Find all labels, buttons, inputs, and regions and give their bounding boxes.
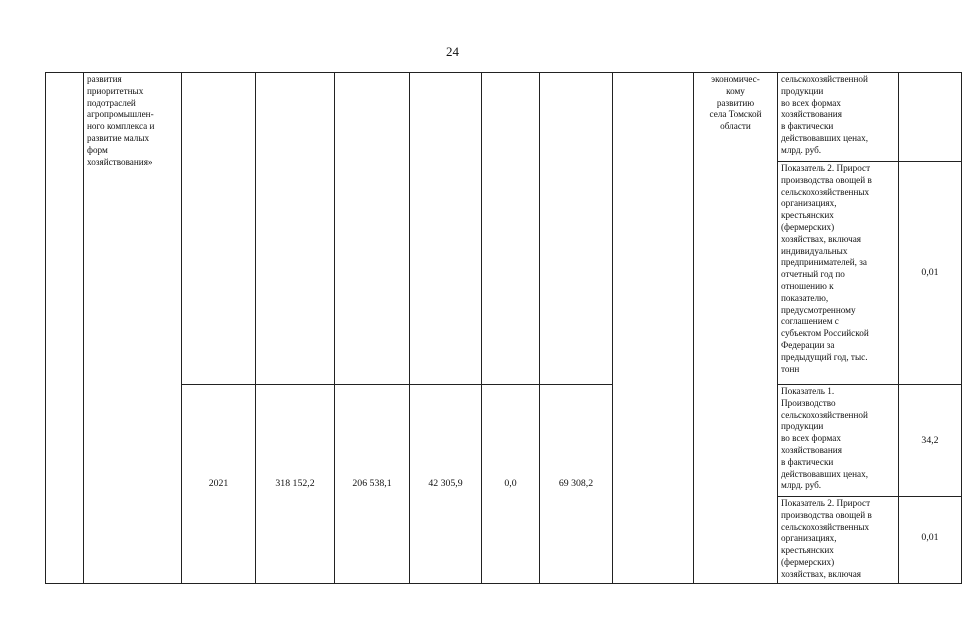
indicator-text-cell: Показатель 1. Производство сельскохозяйственной продукции во всех формах хозяйствования в фактически действовавших ценах, млрд. руб. <box>778 385 899 497</box>
year-cell-empty <box>182 73 256 385</box>
other-cell: 69 308,2 <box>540 385 613 584</box>
regional-cell: 42 305,9 <box>410 385 482 584</box>
indicator-text-cell: сельскохозяйственной продукции во всех формах хозяйствования в фактически действовавших ценах, млрд. руб. <box>778 73 899 162</box>
program-table <box>45 72 962 584</box>
indicator-value-cell: 0,01 <box>899 497 962 584</box>
responsible-cell-continued <box>694 385 778 584</box>
other-cell-empty <box>540 73 613 385</box>
indicator-text-cell: Показатель 2. Прирост производства овощей в сельскохозяйственных организациях, крестьянских (фермерских) хозяйствах, включая <box>778 497 899 584</box>
total-cell: 318 152,2 <box>256 385 335 584</box>
year-cell: 2021 <box>182 385 256 584</box>
indicator-value-cell: 0,01 <box>899 162 962 385</box>
spacer-cell <box>613 73 694 584</box>
table-row <box>46 385 962 497</box>
table-row <box>46 73 962 162</box>
indicator-text-cell: Показатель 2. Прирост производства овощей в сельскохозяйственных организациях, крестьянских (фермерских) хозяйствах, включая индивидуальных предпринимателей, за отчетный год по отношению к показателю, предусмотренному соглашением с субъектом Российской Федерации за предыдущий год, тыс. тонн <box>778 162 899 385</box>
local-cell: 0,0 <box>482 385 540 584</box>
local-cell-empty <box>482 73 540 385</box>
indicator-value-cell-empty <box>899 73 962 162</box>
index-cell <box>46 73 84 584</box>
program-name-cell: развития приоритетных подотраслей агропромышлен- ного комплекса и развитие малых форм хозяйствования» <box>84 73 182 584</box>
responsible-cell: экономичес- кому развитию села Томской области <box>694 73 778 385</box>
regional-cell-empty <box>410 73 482 385</box>
page-number: 24 <box>446 44 459 59</box>
total-cell-empty <box>256 73 335 385</box>
federal-cell-empty <box>335 73 410 385</box>
indicator-value-cell: 34,2 <box>899 385 962 497</box>
federal-cell: 206 538,1 <box>335 385 410 584</box>
